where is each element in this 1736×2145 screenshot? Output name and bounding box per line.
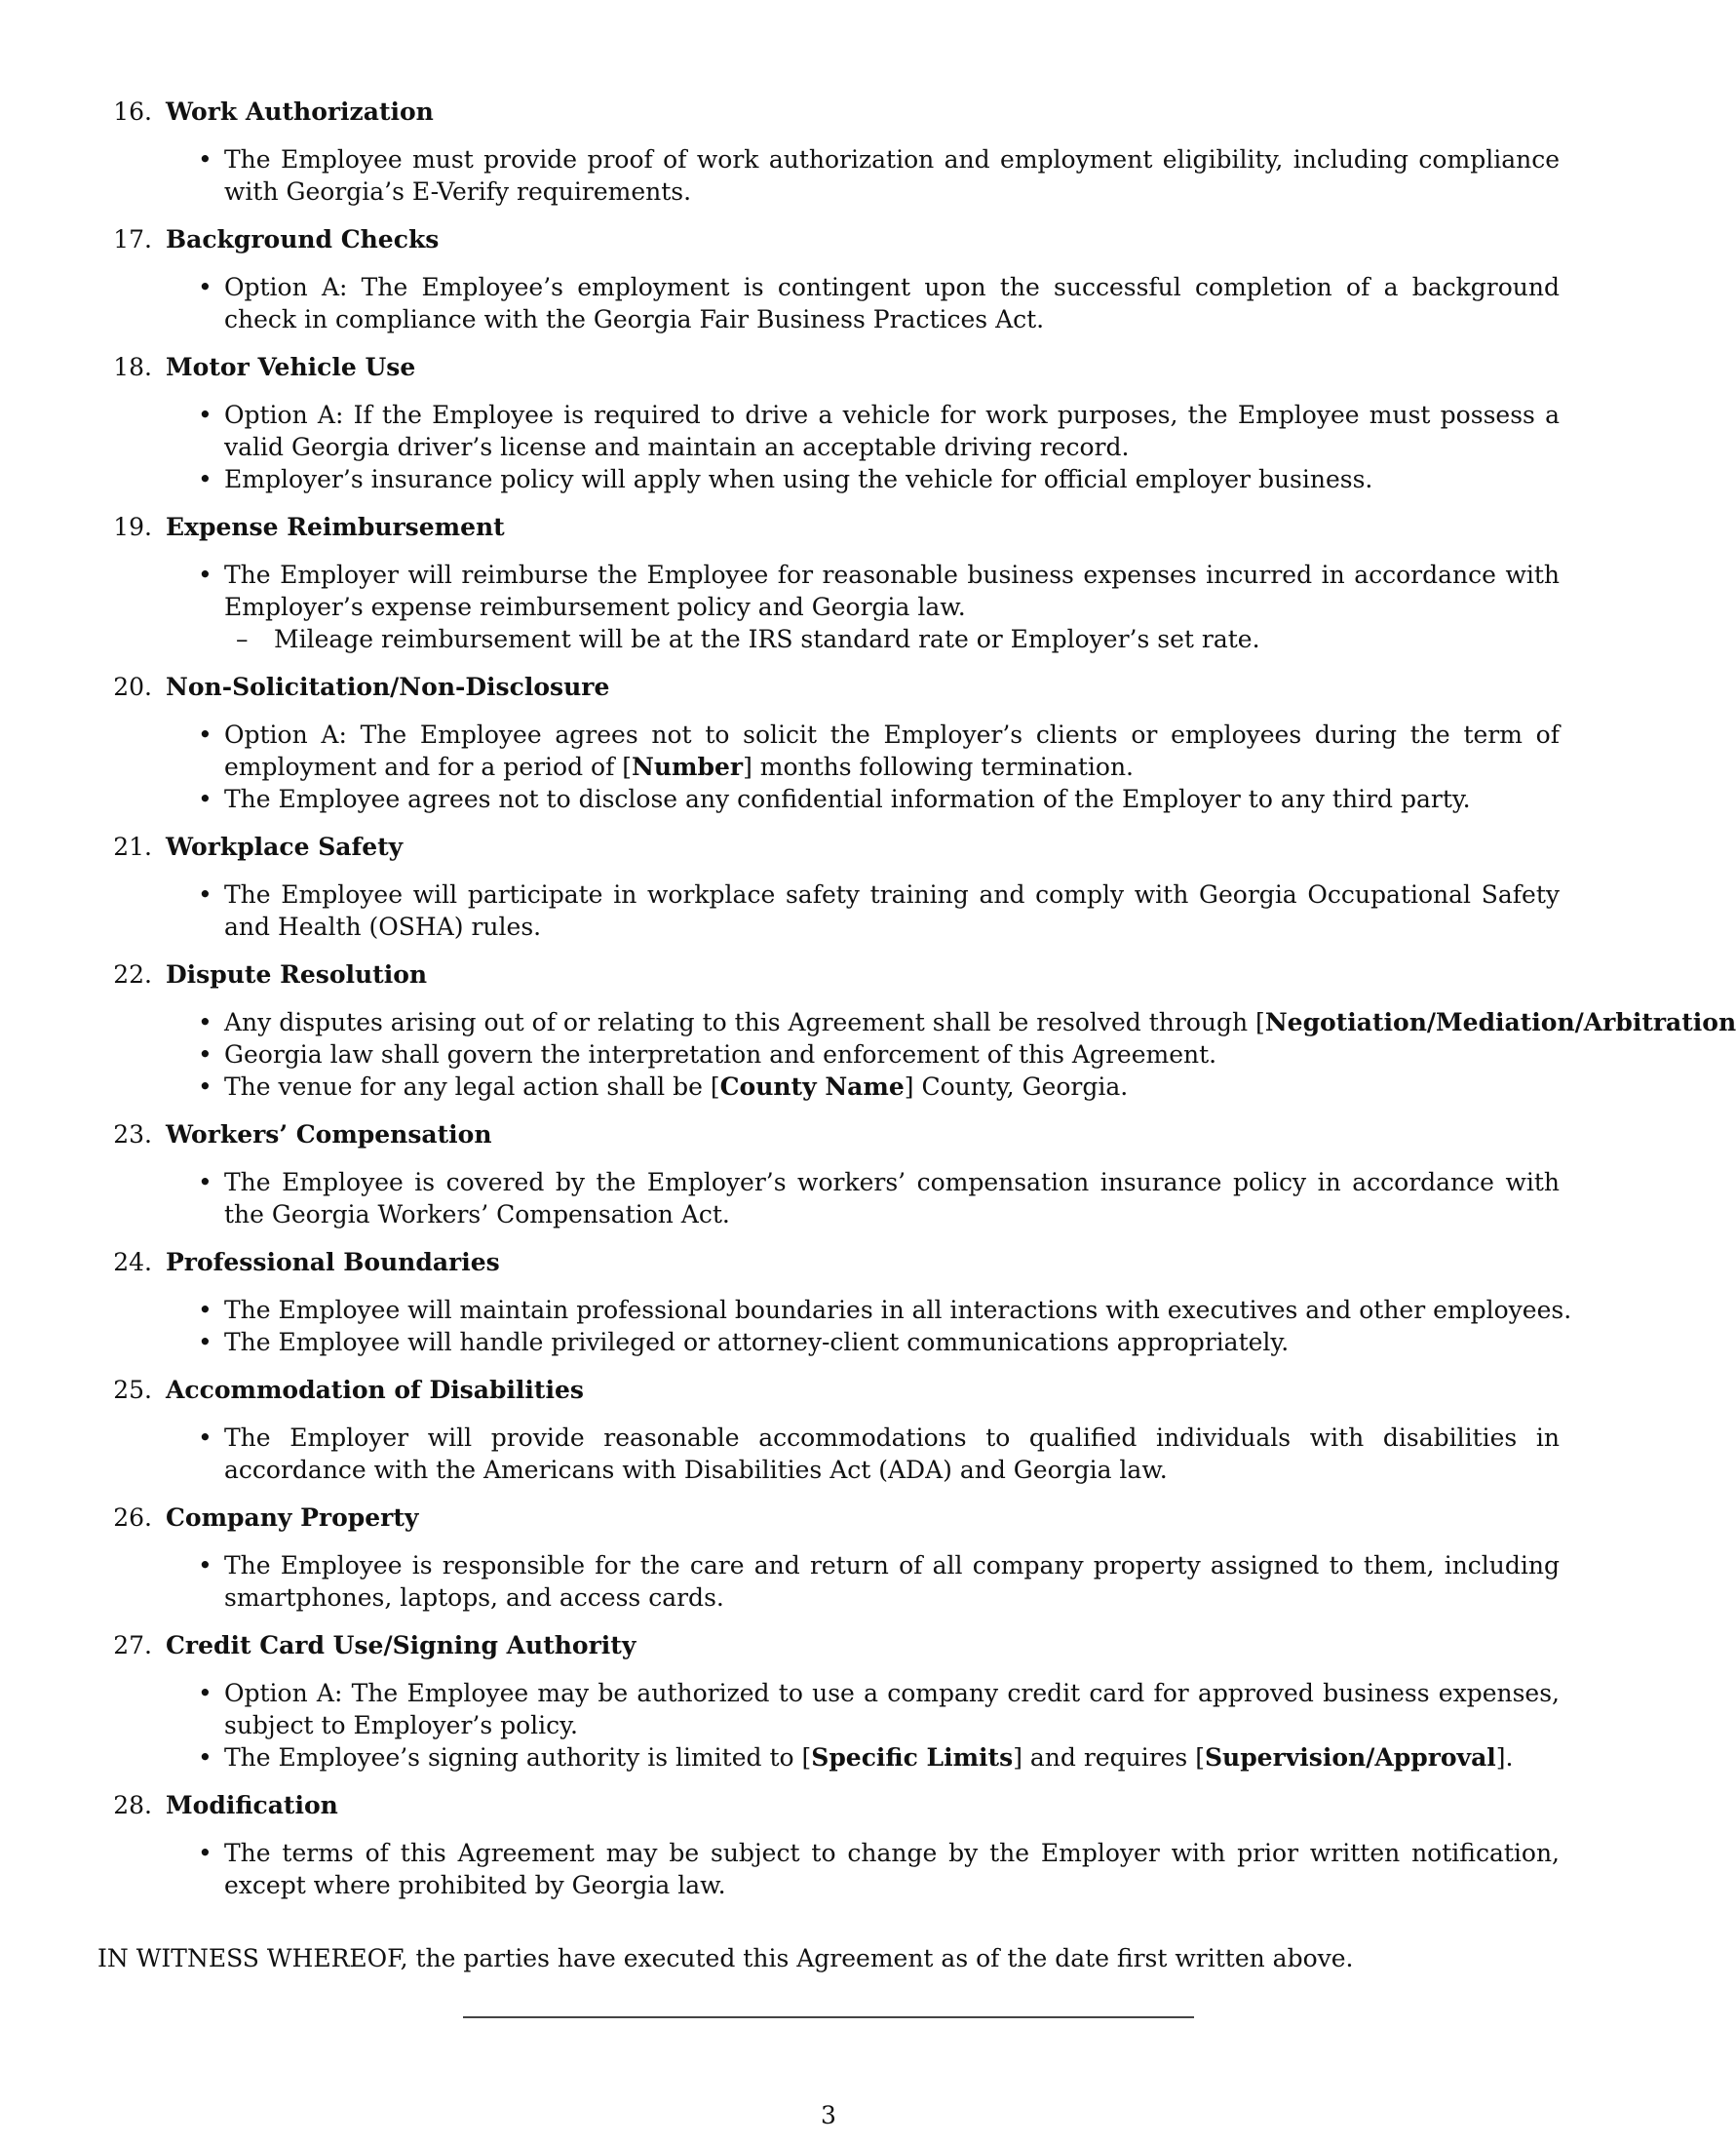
section-heading [97, 1629, 1560, 1661]
section-title: Motor Vehicle Use [166, 353, 416, 381]
bullet-text: ] and requires [ [1013, 1743, 1205, 1772]
section-title: Non-Solicitation/Non-Disclosure [166, 673, 610, 701]
bullet-item: • The Employer will reimburse the Employee for reasonable business expenses incurred in accordance with Employer’s expense reimbursement policy and Georgia law. [97, 559, 1560, 623]
bullet-list [97, 271, 1560, 335]
signature-line [463, 2016, 1194, 2018]
placeholder-dispute-method: Negotiation/Mediation/Arbitration [1264, 1008, 1736, 1036]
section-number: 19. [113, 513, 152, 541]
bullet-item [97, 1006, 1736, 1038]
placeholder-county-name: County Name [719, 1072, 905, 1101]
bullet-text: ] months following termination. [743, 753, 1134, 781]
section-heading [97, 671, 1560, 703]
bullet-list [97, 399, 1560, 495]
bullet-item: • The Employee will maintain professional boundaries in all interactions with executives and other employees. [97, 1294, 1560, 1326]
placeholder-supervision-approval: Supervision/Approval [1204, 1743, 1496, 1772]
section-number: 21. [113, 833, 152, 861]
bullet-item: • The Employer will provide reasonable accommodations to qualified individuals with disabilities in accordance with the Americans with Disabilities Act (ADA) and Georgia law. [97, 1422, 1560, 1486]
agreement-body [97, 96, 1736, 1917]
section-number: 24. [113, 1248, 152, 1276]
witness-statement: IN WITNESS WHEREOF, the parties have executed this Agreement as of the date first written above. [97, 1944, 1354, 1972]
bullet-list [97, 1166, 1560, 1230]
section-heading [97, 1789, 1560, 1821]
section-expense-reimbursement [97, 511, 1560, 655]
bullet-list [97, 1677, 1560, 1774]
bullet-text: The Employee’s signing authority is limited to [ [224, 1743, 812, 1772]
section-title: Modification [166, 1791, 338, 1819]
section-number: 23. [113, 1120, 152, 1149]
section-workers-compensation [97, 1118, 1560, 1230]
bullet-list [97, 1837, 1560, 1901]
bullet-item [97, 719, 1560, 783]
bullet-text: Any disputes arising out of or relating to this Agreement shall be resolved through [ [224, 1008, 1265, 1036]
section-number: 18. [113, 353, 152, 381]
section-work-authorization [97, 96, 1560, 208]
section-title: Professional Boundaries [166, 1248, 500, 1276]
section-title: Workplace Safety [166, 833, 404, 861]
bullet-list [97, 1422, 1560, 1486]
bullet-list [97, 1294, 1572, 1358]
section-heading [97, 351, 1560, 383]
section-credit-card-use [97, 1629, 1560, 1774]
bullet-list [97, 559, 1560, 623]
section-title: Expense Reimbursement [166, 513, 505, 541]
placeholder-number: Number [632, 753, 744, 781]
section-number: 26. [113, 1503, 152, 1532]
section-heading [97, 1246, 1560, 1278]
section-number: 22. [113, 960, 152, 989]
section-heading [97, 1374, 1560, 1406]
bullet-item: • Option A: The Employee’s employment is contingent upon the successful completion of a background check in compliance with the Georgia Fair Business Practices Act. [97, 271, 1560, 335]
section-heading [97, 831, 1560, 863]
section-title: Dispute Resolution [166, 960, 428, 989]
section-title: Credit Card Use/Signing Authority [166, 1631, 637, 1659]
bullet-item [97, 1071, 1560, 1103]
section-background-checks [97, 223, 1560, 335]
bullet-list [97, 1006, 1736, 1103]
bullet-item: • The Employee will handle privileged or attorney-client communications appropriately. [97, 1326, 1560, 1358]
section-number: 17. [113, 225, 152, 254]
section-title: Company Property [166, 1503, 419, 1532]
bullet-text: Option A: The Employee agrees not to solicit the Employer’s clients or employees during the term of employment and for a period of [ [224, 721, 1560, 781]
section-heading [97, 223, 1560, 255]
bullet-item: • Option A: The Employee may be authorized to use a company credit card for approved business expenses, subject to Employer’s policy. [97, 1677, 1560, 1741]
bullet-item: • The Employee must provide proof of work authorization and employment eligibility, including compliance with Georgia’s E-Verify requirements. [97, 143, 1560, 208]
bullet-list [97, 719, 1560, 815]
sub-bullet-item: – Mileage reimbursement will be at the IRS standard rate or Employer’s set rate. [97, 623, 1560, 655]
bullet-item: • Employer’s insurance policy will apply when using the vehicle for official employer business. [97, 463, 1560, 495]
section-motor-vehicle-use [97, 351, 1560, 495]
section-non-solicitation [97, 671, 1560, 815]
section-heading [97, 1118, 1560, 1150]
bullet-item: • Georgia law shall govern the interpretation and enforcement of this Agreement. [97, 1038, 1560, 1071]
bullet-item: • The Employee agrees not to disclose any confidential information of the Employer to any third party. [97, 783, 1560, 815]
bullet-item: • Option A: If the Employee is required to drive a vehicle for work purposes, the Employee must possess a valid Georgia driver’s license and maintain an acceptable driving record. [97, 399, 1560, 463]
bullet-item: • The terms of this Agreement may be subject to change by the Employer with prior written notification, except where prohibited by Georgia law. [97, 1837, 1560, 1901]
section-heading [97, 958, 1560, 991]
section-workplace-safety [97, 831, 1560, 943]
bullet-item: • The Employee is covered by the Employer’s workers’ compensation insurance policy in accordance with the Georgia Workers’ Compensation Act. [97, 1166, 1560, 1230]
bullet-list [97, 878, 1560, 943]
bullet-list [97, 143, 1560, 208]
section-accommodation-of-disabilities [97, 1374, 1560, 1486]
page-number: 3 [821, 2101, 836, 2129]
section-heading [97, 1502, 1560, 1534]
bullet-item: • The Employee is responsible for the care and return of all company property assigned to them, including smartphones, laptops, and access cards. [97, 1549, 1560, 1614]
section-title: Accommodation of Disabilities [166, 1376, 584, 1404]
section-title: Workers’ Compensation [166, 1120, 492, 1149]
bullet-list [97, 1549, 1560, 1614]
section-company-property [97, 1502, 1560, 1614]
section-number: 27. [113, 1631, 152, 1659]
bullet-item: • The Employee will participate in workplace safety training and comply with Georgia Occupational Safety and Health (OSHA) rules. [97, 878, 1560, 943]
section-number: 25. [113, 1376, 152, 1404]
section-modification [97, 1789, 1560, 1901]
section-heading [97, 96, 1560, 128]
placeholder-specific-limits: Specific Limits [811, 1743, 1014, 1772]
section-number: 28. [113, 1791, 152, 1819]
section-dispute-resolution [97, 958, 1736, 1103]
bullet-item [97, 1741, 1560, 1774]
bullet-text: ] County, Georgia. [904, 1072, 1129, 1101]
bullet-text: ]. [1495, 1743, 1514, 1772]
section-number: 20. [113, 673, 152, 701]
section-professional-boundaries [97, 1246, 1572, 1358]
section-number: 16. [113, 98, 152, 126]
section-title: Work Authorization [166, 98, 434, 126]
section-heading [97, 511, 1560, 543]
section-title: Background Checks [166, 225, 440, 254]
bullet-text: The venue for any legal action shall be [ [224, 1072, 720, 1101]
